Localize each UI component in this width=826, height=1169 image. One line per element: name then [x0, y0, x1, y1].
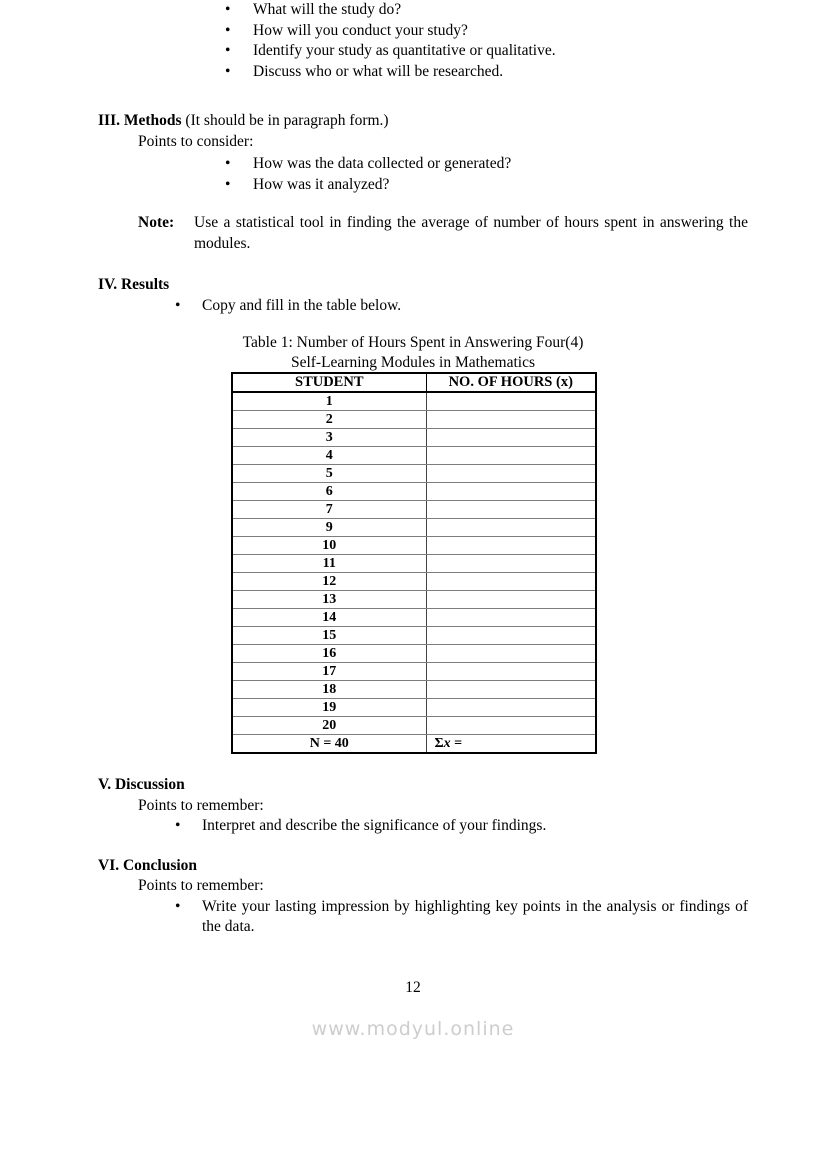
student-cell: 1 [232, 392, 426, 411]
list-item: • How was the data collected or generated? [253, 154, 748, 175]
hours-cell [426, 699, 596, 717]
table-row [232, 609, 596, 627]
hours-cell [426, 392, 596, 411]
table-row [232, 392, 596, 411]
hours-cell [426, 663, 596, 681]
table-row [232, 483, 596, 501]
student-cell: 9 [232, 519, 426, 537]
student-cell: 14 [232, 609, 426, 627]
table-row [232, 681, 596, 699]
page-number: 12 [405, 978, 421, 996]
student-column-header: STUDENT [232, 373, 426, 392]
hours-cell [426, 447, 596, 465]
results-table-body [232, 392, 596, 735]
methods-heading-label: III. Methods [98, 112, 182, 129]
table-row [232, 573, 596, 591]
hours-cell [426, 465, 596, 483]
hours-cell [426, 429, 596, 447]
table-footer-row [232, 735, 596, 754]
hours-cell [426, 573, 596, 591]
list-item: • Identify your study as quantitative or qualitative. [253, 41, 748, 62]
hours-cell [426, 483, 596, 501]
table-caption-line1: Table 1: Number of Hours Spent in Answering Four(4) [242, 334, 584, 351]
hours-cell [426, 501, 596, 519]
student-cell: 19 [232, 699, 426, 717]
table-row [232, 555, 596, 573]
hours-cell [426, 537, 596, 555]
hours-cell [426, 555, 596, 573]
student-cell: 7 [232, 501, 426, 519]
results-heading: IV. Results [98, 276, 170, 293]
student-cell: 13 [232, 591, 426, 609]
student-cell: 20 [232, 717, 426, 735]
points-to-remember-label: Points to remember: [138, 877, 264, 894]
table-caption-line2: Self-Learning Modules in Mathematics [290, 353, 536, 371]
hours-cell [426, 627, 596, 645]
student-cell: 18 [232, 681, 426, 699]
student-cell: 15 [232, 627, 426, 645]
table-row [232, 699, 596, 717]
conclusion-heading: VI. Conclusion [98, 856, 198, 874]
hours-cell [426, 519, 596, 537]
table-row [232, 537, 596, 555]
table-row [232, 429, 596, 447]
hours-cell [426, 645, 596, 663]
hours-cell [426, 717, 596, 735]
table-caption [223, 333, 603, 372]
list-item: • Copy and fill in the table below. [202, 296, 748, 317]
table-row [232, 411, 596, 429]
student-cell: 4 [232, 447, 426, 465]
note-text: Use a statistical tool in finding the average of number of hours spent in answering the modules. [194, 214, 748, 252]
methods-section [0, 111, 826, 195]
table-row [232, 519, 596, 537]
table-row [232, 663, 596, 681]
discussion-section [0, 775, 826, 837]
student-cell: 10 [232, 537, 426, 555]
note-paragraph [138, 213, 748, 254]
list-item: • How was it analyzed? [253, 175, 748, 196]
hours-cell [426, 681, 596, 699]
list-item: • Discuss who or what will be researched. [253, 62, 748, 83]
table-header-row [232, 373, 596, 392]
table-row [232, 627, 596, 645]
student-cell: 12 [232, 573, 426, 591]
hours-cell [426, 609, 596, 627]
table-row [232, 591, 596, 609]
student-cell: 3 [232, 429, 426, 447]
table-row [232, 447, 596, 465]
methods-bullet-list [253, 154, 748, 195]
n-total-cell: N = 40 [232, 735, 426, 754]
student-cell: 16 [232, 645, 426, 663]
points-to-remember-label: Points to remember: [138, 796, 264, 814]
student-cell: 6 [232, 483, 426, 501]
table-row [232, 645, 596, 663]
student-cell: 11 [232, 555, 426, 573]
hours-cell [426, 411, 596, 429]
table-row [232, 501, 596, 519]
sigma-variable: x [443, 736, 451, 751]
sigma-symbol: Σ [434, 736, 444, 751]
results-table [231, 372, 597, 754]
points-to-consider-label: Points to consider: [138, 132, 254, 150]
student-cell: 2 [232, 411, 426, 429]
results-section [0, 275, 826, 316]
hours-cell [426, 591, 596, 609]
hours-column-header: NO. OF HOURS (x) [426, 373, 596, 392]
list-item: • How will you conduct your study? [253, 21, 748, 42]
sigma-x-cell [426, 735, 596, 754]
conclusion-bullet-list [202, 897, 748, 938]
results-table-header [232, 373, 596, 392]
list-item: • Write your lasting impression by highlighting key points in the analysis or findings of the data. [202, 897, 748, 938]
methods-heading-note: (It should be in paragraph form.) [181, 112, 389, 129]
watermark: www.modyul.online [311, 1018, 515, 1040]
sigma-equals: = [450, 736, 463, 751]
student-cell: 17 [232, 663, 426, 681]
discussion-heading: V. Discussion [98, 776, 185, 793]
intro-bullet-list [253, 0, 748, 82]
results-bullet-list [202, 296, 748, 317]
list-item: • What will the study do? [253, 0, 748, 21]
note-label: Note: [138, 214, 175, 231]
discussion-bullet-list [202, 816, 748, 837]
conclusion-section [0, 856, 826, 938]
student-cell: 5 [232, 465, 426, 483]
results-table-footer [232, 735, 596, 754]
table-row [232, 465, 596, 483]
list-item: • Interpret and describe the significance of your findings. [202, 816, 748, 837]
table-row [232, 717, 596, 735]
methods-heading [98, 111, 826, 132]
